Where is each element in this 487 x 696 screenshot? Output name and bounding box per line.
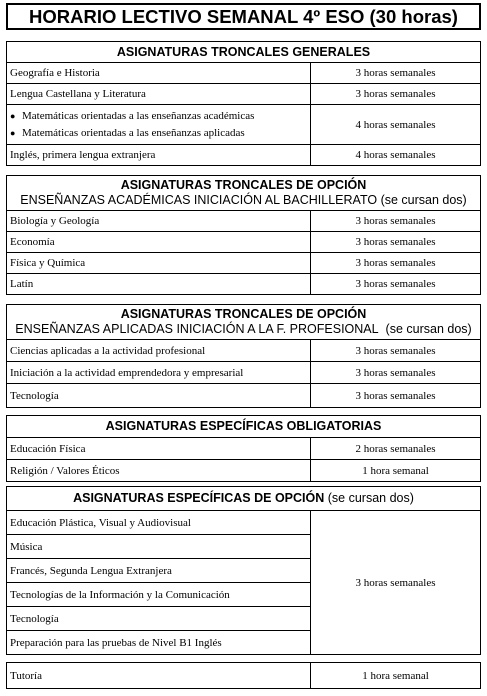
subject-cell: Latín: [7, 274, 311, 295]
section-subheader: ENSEÑANZAS APLICADAS INICIACIÓN A LA F. PROFESIONAL: [15, 322, 379, 336]
subject-cell: Lengua Castellana y Literatura: [7, 84, 311, 105]
page-title: HORARIO LECTIVO SEMANAL 4º ESO (30 horas): [6, 3, 481, 30]
list-item: [10, 108, 310, 125]
hours-cell: 3 horas semanales: [311, 340, 481, 362]
hours-cell: 4 horas semanales: [311, 105, 481, 145]
hours-cell: 3 horas semanales: [311, 362, 481, 384]
section-note: (se cursan dos): [327, 491, 414, 505]
hours-cell: 3 horas semanales: [311, 63, 481, 84]
hours-cell: 4 horas semanales: [311, 145, 481, 166]
section-title: ASIGNATURAS TRONCALES DE OPCIÓN: [120, 307, 367, 321]
hours-cell: 3 horas semanales: [311, 511, 481, 655]
subject-cell: Educación Plástica, Visual y Audiovisual: [7, 511, 311, 535]
subject-label: Matemáticas orientadas a las enseñanzas académicas: [22, 110, 255, 122]
subject-cell: Tutoría: [7, 663, 311, 689]
subject-cell: Educación Física: [7, 438, 311, 460]
subject-cell: Física y Química: [7, 253, 311, 274]
table-especificas-opcion: [6, 486, 481, 655]
hours-cell: 3 horas semanales: [311, 253, 481, 274]
table-tutoria: [6, 662, 481, 689]
bullet-icon: ●: [10, 111, 16, 121]
hours-cell: 3 horas semanales: [311, 274, 481, 295]
subject-cell: Tecnologías de la Información y la Comunicación: [7, 583, 311, 607]
list-item: [10, 125, 310, 142]
section-header: ASIGNATURAS TRONCALES GENERALES: [7, 42, 481, 63]
bullet-icon: ●: [10, 128, 16, 138]
section-subheader: ENSEÑANZAS ACADÉMICAS INICIACIÓN AL BACHILLERATO: [20, 193, 378, 207]
section-subtitle: [7, 322, 480, 337]
subject-cell: Economía: [7, 232, 311, 253]
section-header: [7, 487, 481, 511]
section-note: (se cursan dos): [385, 322, 472, 336]
subject-cell: Francés, Segunda Lengua Extranjera: [7, 559, 311, 583]
hours-cell: 3 horas semanales: [311, 384, 481, 408]
subject-cell: Tecnología: [7, 384, 311, 408]
section-header: [7, 305, 481, 340]
subject-label: Matemáticas orientadas a las enseñanzas aplicadas: [22, 127, 245, 139]
hours-cell: 3 horas semanales: [311, 211, 481, 232]
table-especificas-obligatorias: [6, 415, 481, 482]
section-subtitle: [7, 193, 480, 208]
subject-cell: Geografía e Historia: [7, 63, 311, 84]
hours-cell: 1 hora semanal: [311, 663, 481, 689]
subject-cell: Religión / Valores Éticos: [7, 460, 311, 482]
subject-cell-bullets: [7, 105, 311, 145]
section-header: [7, 176, 481, 211]
subject-cell: Preparación para las pruebas de Nivel B1 Inglés: [7, 631, 311, 655]
subject-cell: Ciencias aplicadas a la actividad profesional: [7, 340, 311, 362]
subject-cell: Música: [7, 535, 311, 559]
table-troncales-generales: [6, 41, 481, 166]
section-note: (se cursan dos): [380, 193, 467, 207]
hours-cell: 2 horas semanales: [311, 438, 481, 460]
subject-cell: Tecnología: [7, 607, 311, 631]
hours-cell: 3 horas semanales: [311, 232, 481, 253]
table-troncales-opcion-academicas: [6, 175, 481, 295]
hours-cell: 3 horas semanales: [311, 84, 481, 105]
subject-cell: Iniciación a la actividad emprendedora y empresarial: [7, 362, 311, 384]
hours-cell: 1 hora semanal: [311, 460, 481, 482]
subject-cell: Biología y Geología: [7, 211, 311, 232]
section-header: ASIGNATURAS ESPECÍFICAS OBLIGATORIAS: [7, 416, 481, 438]
section-title: ASIGNATURAS TRONCALES DE OPCIÓN: [120, 178, 367, 192]
table-troncales-opcion-aplicadas: [6, 304, 481, 408]
subject-cell: Inglés, primera lengua extranjera: [7, 145, 311, 166]
section-title: ASIGNATURAS ESPECÍFICAS DE OPCIÓN: [73, 491, 325, 505]
